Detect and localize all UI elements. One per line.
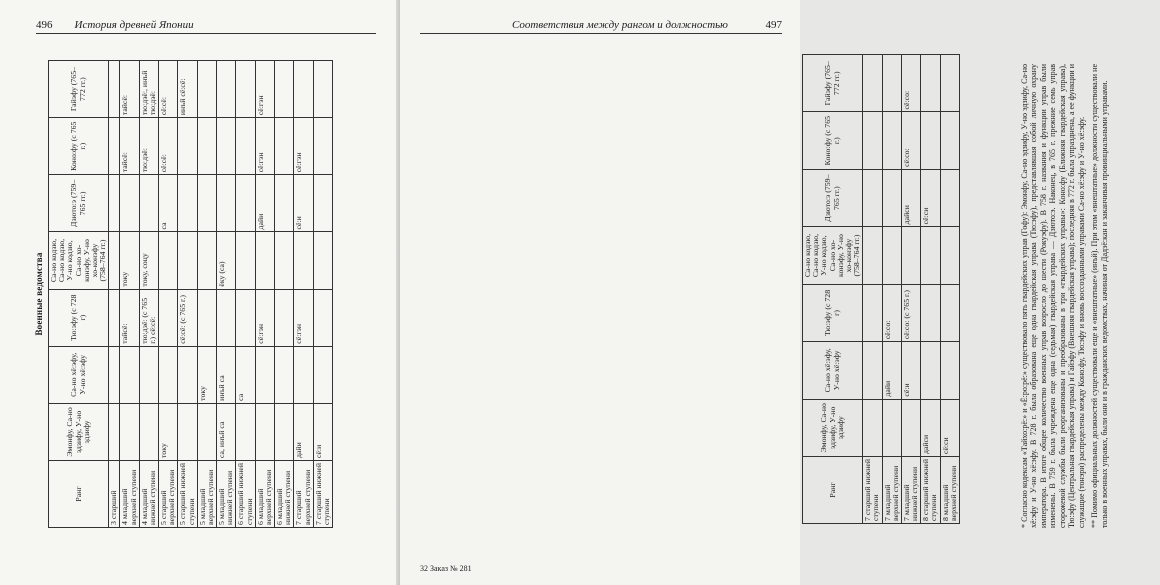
- office-cell: [863, 169, 882, 226]
- office-cell: [197, 175, 216, 232]
- office-cell: сё:и: [901, 342, 920, 399]
- office-cell: сё:си: [940, 399, 959, 456]
- office-cell: сё:сё: (с 765 г.): [178, 289, 197, 346]
- office-cell: [863, 112, 882, 169]
- office-cell: [197, 403, 216, 460]
- office-cell: [275, 289, 294, 346]
- rank-cell: 6 младший нижней ступени: [275, 461, 294, 528]
- office-cell: [882, 112, 901, 169]
- header-cell: Гайэфу (765–772 гг.): [49, 61, 109, 118]
- footnotes-block: [1020, 64, 1160, 528]
- left-page-number: 496: [36, 19, 53, 31]
- office-cell: [940, 227, 959, 284]
- table-row: [139, 61, 158, 528]
- table-header-row: [49, 61, 109, 528]
- office-cell: [109, 61, 120, 118]
- table-row: [255, 61, 274, 528]
- rank-cell: 8 младший верхней ступени: [940, 457, 959, 524]
- office-cell: [294, 232, 313, 289]
- office-cell: тю:дзё:, инъй тю:дзё:: [139, 61, 158, 118]
- table-title: Военные ведомства: [34, 252, 44, 336]
- office-cell: [940, 112, 959, 169]
- office-cell: [313, 61, 332, 118]
- office-cell: [217, 61, 236, 118]
- header-cell: Са-но хё:эфу, У-но хё:эфу: [803, 342, 863, 399]
- office-cell: [139, 346, 158, 403]
- rank-cell: 5 младший верхней ступени: [197, 461, 216, 528]
- office-cell: [178, 403, 197, 460]
- footnote-1: * Согласно кодексам «Тайхо:рё:» и «Ё:ро:рё:» существовало пять гвардейских управ (Гофу): Эмонфу, Са-но эдзифу, У-но эдзифу, Са-но хё:эфу и У-но хё:эфу. В 728 г. была образована еще одна гвардейская управа (Тю:эфу), представлявшая собой личную охрану императора. В итоге общее количество военных управ возросло до шести (Рокуэфу). В 758 г. названия и функции управ были изменены. В 759 г. была учреждена еще одна (седьмая) гвардейская управа — Дзюто:э. Наконец, в 765 г. прежние семь управ сторожевой службы были реорганизованы и преобразованы в три «гвардейских управы»: Коно:фу (Ближняя гвардейская управа), Тю:эфу (Центральная гвардейская управа) и Гайэфу (Внешняя гвардейская управа); последняя в 772 г. была упразднена, а ее функции и служащие (тонэри) распределены между Коно:фу, Тю:эфу и вновь воссозданными управами Са-но хё:эфу и У-но хё:эфу.: [1020, 64, 1086, 528]
- rank-cell: 7 старший нижней ступени: [863, 457, 882, 524]
- header-cell: Гайэфу (765–772 гг.): [803, 55, 863, 112]
- office-cell: [217, 118, 236, 175]
- office-cell: [109, 346, 120, 403]
- table-row: [940, 55, 959, 524]
- office-cell: [178, 232, 197, 289]
- office-cell: [255, 403, 274, 460]
- office-cell: [882, 55, 901, 112]
- office-cell: [109, 289, 120, 346]
- office-cell: [178, 118, 197, 175]
- office-cell: [178, 175, 197, 232]
- office-cell: [275, 61, 294, 118]
- office-cell: [863, 284, 882, 341]
- office-cell: [863, 227, 882, 284]
- office-cell: [921, 284, 940, 341]
- office-cell: [882, 227, 901, 284]
- office-cell: [197, 118, 216, 175]
- office-cell: [275, 232, 294, 289]
- office-cell: сё:сё:: [159, 61, 178, 118]
- office-cell: току: [197, 346, 216, 403]
- left-running-head: [36, 17, 376, 34]
- header-cell: Эмонфу, Са-но эдзифу, У-но эдзифу: [49, 403, 109, 460]
- header-cell: Коно:фу (с 765 г.): [803, 112, 863, 169]
- left-rotated-table-block: [34, 60, 364, 528]
- table-row: [217, 61, 236, 528]
- office-cell: дайи: [882, 342, 901, 399]
- office-cell: сё:со:: [882, 284, 901, 341]
- office-cell: [294, 346, 313, 403]
- header-cell: Са-но хё:эфу, У-но хё:эфу: [49, 346, 109, 403]
- rank-cell: 5 старший верхней ступени: [159, 461, 178, 528]
- office-cell: [159, 346, 178, 403]
- office-cell: [901, 227, 920, 284]
- office-cell: [275, 118, 294, 175]
- rank-cell: 4 младший верхней ступени: [120, 461, 139, 528]
- office-cell: [940, 169, 959, 226]
- left-running-title: История древней Японии: [74, 19, 194, 31]
- header-cell: Тю:эфу (с 728 г): [803, 284, 863, 341]
- office-cell: [197, 289, 216, 346]
- rank-cell: 7 младший верхней ступени: [882, 457, 901, 524]
- office-cell: [236, 403, 255, 460]
- office-cell: [197, 232, 216, 289]
- office-cell: [120, 403, 139, 460]
- right-page-number: 497: [765, 19, 782, 31]
- office-cell: [901, 399, 920, 456]
- right-running-head: [420, 17, 782, 34]
- office-cell: [882, 169, 901, 226]
- office-cell: току, соцу: [139, 232, 158, 289]
- office-cell: току: [120, 232, 139, 289]
- office-cell: сё:и: [294, 175, 313, 232]
- header-cell: Дзюто:э (759–765 гг.): [49, 175, 109, 232]
- office-cell: [863, 399, 882, 456]
- office-cell: тю:дзё: (с 765 г.) сё:сё:: [139, 289, 158, 346]
- office-cell: [159, 232, 178, 289]
- table-row: [313, 61, 332, 528]
- office-cell: [120, 175, 139, 232]
- right-page: [400, 0, 1109, 585]
- rank-cell: 4 младший нижней ступени: [139, 461, 158, 528]
- office-cell: дайси: [901, 169, 920, 226]
- table-row: [236, 61, 255, 528]
- office-cell: [313, 118, 332, 175]
- office-cell: тайсё:: [120, 61, 139, 118]
- table-row: [863, 55, 882, 524]
- office-cell: [275, 346, 294, 403]
- office-cell: сё:гэн: [255, 289, 274, 346]
- office-cell: сё:со:: [901, 112, 920, 169]
- office-cell: сё:со: (с 765 г.): [901, 284, 920, 341]
- office-cell: [863, 55, 882, 112]
- office-cell: [313, 346, 332, 403]
- rank-cell: 3 старший: [109, 461, 120, 528]
- header-cell: Ранг: [49, 461, 109, 528]
- office-cell: тю:дзё:: [139, 118, 158, 175]
- table-row: [901, 55, 920, 524]
- military-offices-table-continued: [802, 54, 960, 524]
- office-cell: току: [159, 403, 178, 460]
- header-cell: Са-но кодзю, Са-но кодзю, У-но кодзю, Са-но хо-конэфу, У-но хо-конэфу (758–764 гг.): [803, 227, 863, 284]
- table-row: [109, 61, 120, 528]
- office-cell: [236, 118, 255, 175]
- office-cell: сё:гэн: [294, 289, 313, 346]
- table-row: [159, 61, 178, 528]
- printer-signature: 32 Заказ № 281: [420, 564, 472, 573]
- office-cell: [255, 346, 274, 403]
- office-cell: тайсё:: [120, 118, 139, 175]
- office-cell: са: [236, 346, 255, 403]
- office-cell: [236, 289, 255, 346]
- office-cell: дайи: [255, 175, 274, 232]
- office-cell: сё:гэн: [255, 118, 274, 175]
- header-cell: Дзюто:э (759–765 гг.): [803, 169, 863, 226]
- office-cell: ёку (са): [217, 232, 236, 289]
- office-cell: [921, 55, 940, 112]
- office-cell: сё:сё:: [159, 118, 178, 175]
- office-cell: [159, 289, 178, 346]
- rank-cell: 6 старший нижней ступени: [236, 461, 255, 528]
- rank-cell: 5 старший нижней ступени: [178, 461, 197, 528]
- office-cell: [255, 232, 274, 289]
- footnote-2: ** Помимо официальных должностей существовали еще и «внештатные» (инъй). При этом «внештатные» должности существовали не только в военных управах, были они и в гражданских ведомствах, начиная от Дадзё:кан и заканчивая провинциальными управами.: [1090, 64, 1109, 528]
- table-body: [109, 61, 333, 528]
- office-cell: дайси: [921, 399, 940, 456]
- table-row: [882, 55, 901, 524]
- table-row: [197, 61, 216, 528]
- office-cell: [940, 284, 959, 341]
- office-cell: [120, 346, 139, 403]
- office-cell: са: [159, 175, 178, 232]
- office-cell: [882, 399, 901, 456]
- office-cell: [217, 289, 236, 346]
- military-offices-table: [48, 60, 333, 528]
- office-cell: [313, 175, 332, 232]
- office-cell: [863, 342, 882, 399]
- office-cell: сё:и: [313, 403, 332, 460]
- office-cell: [139, 175, 158, 232]
- table-row: [294, 61, 313, 528]
- rank-cell: 8 старший нижней ступени: [921, 457, 940, 524]
- office-cell: сё:гэн: [255, 61, 274, 118]
- office-cell: [236, 232, 255, 289]
- office-cell: [940, 342, 959, 399]
- office-cell: дайи: [294, 403, 313, 460]
- rank-cell: 6 младший верхней ступени: [255, 461, 274, 528]
- office-cell: [275, 175, 294, 232]
- office-cell: [236, 175, 255, 232]
- rank-cell: 7 младший нижней ступени: [901, 457, 920, 524]
- table-row: [178, 61, 197, 528]
- office-cell: [921, 227, 940, 284]
- header-cell: Эмонфу, Са-но эдзифу, У-но эдзифу: [803, 399, 863, 456]
- right-running-title: Соответствия между рангом и должностью: [512, 19, 728, 31]
- table-row: [921, 55, 940, 524]
- office-cell: [313, 289, 332, 346]
- office-cell: [109, 175, 120, 232]
- office-cell: [236, 61, 255, 118]
- office-cell: сё:си: [921, 169, 940, 226]
- office-cell: инъй са: [217, 346, 236, 403]
- left-page: [0, 0, 400, 585]
- header-cell: Ранг: [803, 457, 863, 524]
- office-cell: инъй сё:сё:: [178, 61, 197, 118]
- office-cell: [109, 232, 120, 289]
- right-rotated-table-block: [802, 54, 1047, 524]
- rank-cell: 5 младший нижней ступени: [217, 461, 236, 528]
- office-cell: [275, 403, 294, 460]
- header-cell: Тю:эфу (с 728 г): [49, 289, 109, 346]
- office-cell: [921, 112, 940, 169]
- office-cell: [178, 346, 197, 403]
- office-cell: сё:гэн: [294, 118, 313, 175]
- rank-cell: 7 старший нижней ступени: [313, 461, 332, 528]
- office-cell: [109, 118, 120, 175]
- table-body: [863, 55, 960, 524]
- header-cell: Са-но кодзю, Са-но кодзю, У-но кодзю, Са-но хо-конэфу, У-но хо-конэфу (758–764 гг.): [49, 232, 109, 289]
- table-row: [275, 61, 294, 528]
- office-cell: [197, 61, 216, 118]
- office-cell: сё:со:: [901, 55, 920, 112]
- office-cell: [940, 55, 959, 112]
- office-cell: [921, 342, 940, 399]
- office-cell: тайсё:: [120, 289, 139, 346]
- rank-cell: 7 старший верхней ступени: [294, 461, 313, 528]
- header-cell: Коно:фу (с 765 г.): [49, 118, 109, 175]
- office-cell: [109, 403, 120, 460]
- office-cell: са, инъй са: [217, 403, 236, 460]
- table-row: [120, 61, 139, 528]
- office-cell: [217, 175, 236, 232]
- office-cell: [294, 61, 313, 118]
- office-cell: [313, 232, 332, 289]
- office-cell: [139, 403, 158, 460]
- table-header-row: [803, 55, 863, 524]
